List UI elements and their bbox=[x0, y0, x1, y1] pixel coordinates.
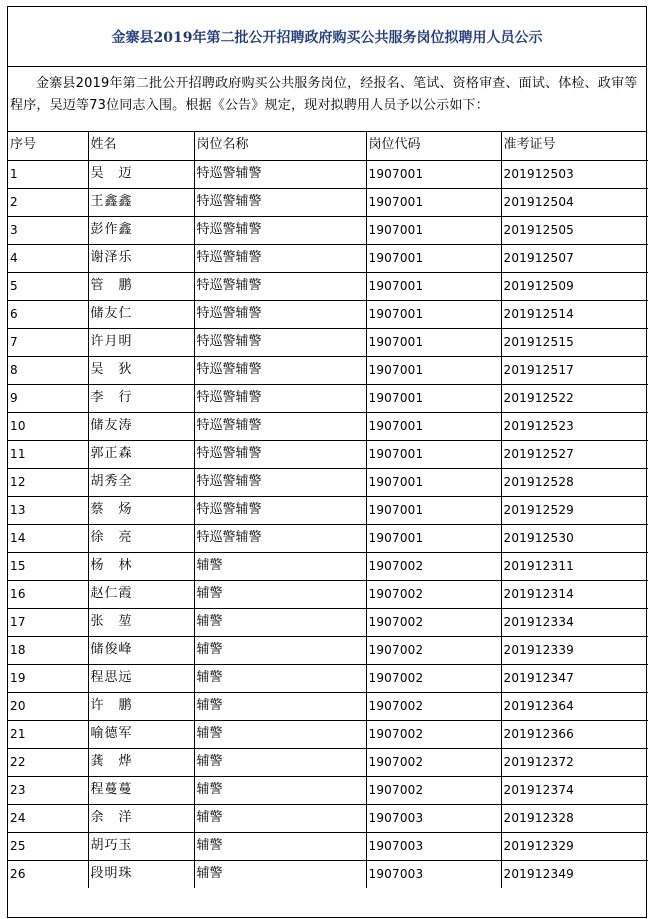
row-position-code: 1907001 bbox=[366, 412, 501, 440]
row-position-code: 1907001 bbox=[366, 188, 501, 216]
row-exam-number: 201912311 bbox=[501, 552, 648, 580]
table-row bbox=[8, 496, 648, 524]
row-position-name: 特巡警辅警 bbox=[194, 328, 366, 356]
row-position-code: 1907002 bbox=[366, 552, 501, 580]
row-index: 24 bbox=[8, 804, 88, 832]
row-index: 5 bbox=[8, 272, 88, 300]
intro-paragraph: 金寨县2019年第二批公开招聘政府购买公共服务岗位，经报名、笔试、资格审查、面试、体检、政审等程序，吴迈等73位同志入围。根据《公告》规定，现对拟聘用人员予以公示如下： bbox=[8, 67, 646, 132]
row-position-name: 辅警 bbox=[194, 580, 366, 608]
row-index: 6 bbox=[8, 300, 88, 328]
row-name: 赵仁霞 bbox=[88, 580, 194, 608]
row-index: 7 bbox=[8, 328, 88, 356]
table-row bbox=[8, 384, 648, 412]
row-index: 2 bbox=[8, 188, 88, 216]
row-position-name: 特巡警辅警 bbox=[194, 412, 366, 440]
row-exam-number: 201912507 bbox=[501, 244, 648, 272]
row-exam-number: 201912364 bbox=[501, 692, 648, 720]
row-position-name: 特巡警辅警 bbox=[194, 356, 366, 384]
row-exam-number: 201912527 bbox=[501, 440, 648, 468]
row-position-name: 特巡警辅警 bbox=[194, 188, 366, 216]
row-position-code: 1907002 bbox=[366, 748, 501, 776]
table-row bbox=[8, 636, 648, 664]
table-row bbox=[8, 720, 648, 748]
row-position-code: 1907002 bbox=[366, 776, 501, 804]
row-name: 程思远 bbox=[88, 664, 194, 692]
page-title: 金寨县2019年第二批公开招聘政府购买公共服务岗位拟聘用人员公示 bbox=[111, 29, 543, 46]
row-position-code: 1907001 bbox=[366, 244, 501, 272]
row-name: 程蔓蔓 bbox=[88, 776, 194, 804]
title-row bbox=[8, 7, 646, 67]
table-row bbox=[8, 580, 648, 608]
row-position-code: 1907001 bbox=[366, 328, 501, 356]
row-index: 18 bbox=[8, 636, 88, 664]
row-name: 储友涛 bbox=[88, 412, 194, 440]
table-row bbox=[8, 552, 648, 580]
row-exam-number: 201912372 bbox=[501, 748, 648, 776]
row-exam-number: 201912328 bbox=[501, 804, 648, 832]
row-index: 15 bbox=[8, 552, 88, 580]
row-position-name: 特巡警辅警 bbox=[194, 496, 366, 524]
row-exam-number: 201912515 bbox=[501, 328, 648, 356]
row-index: 17 bbox=[8, 608, 88, 636]
row-position-code: 1907001 bbox=[366, 160, 501, 188]
row-position-code: 1907002 bbox=[366, 664, 501, 692]
row-exam-number: 201912505 bbox=[501, 216, 648, 244]
row-name: 储俊峰 bbox=[88, 636, 194, 664]
row-position-name: 特巡警辅警 bbox=[194, 384, 366, 412]
row-position-name: 辅警 bbox=[194, 832, 366, 860]
row-position-code: 1907001 bbox=[366, 356, 501, 384]
table-row bbox=[8, 188, 648, 216]
table-row bbox=[8, 300, 648, 328]
table-row bbox=[8, 216, 648, 244]
candidate-table-body bbox=[8, 132, 648, 888]
table-row bbox=[8, 776, 648, 804]
row-index: 13 bbox=[8, 496, 88, 524]
row-name: 王鑫鑫 bbox=[88, 188, 194, 216]
row-name: 许月明 bbox=[88, 328, 194, 356]
row-name: 李 行 bbox=[88, 384, 194, 412]
row-exam-number: 201912522 bbox=[501, 384, 648, 412]
row-position-name: 辅警 bbox=[194, 608, 366, 636]
header-index: 序号 bbox=[8, 132, 88, 160]
row-name: 许 鹏 bbox=[88, 692, 194, 720]
header-exam-number: 准考证号 bbox=[501, 132, 648, 160]
row-position-name: 特巡警辅警 bbox=[194, 468, 366, 496]
row-position-code: 1907002 bbox=[366, 720, 501, 748]
table-row bbox=[8, 356, 648, 384]
row-name: 吴 狄 bbox=[88, 356, 194, 384]
row-name: 彭作鑫 bbox=[88, 216, 194, 244]
candidate-table bbox=[8, 132, 648, 888]
row-position-name: 辅警 bbox=[194, 748, 366, 776]
row-position-name: 辅警 bbox=[194, 804, 366, 832]
row-position-code: 1907001 bbox=[366, 384, 501, 412]
row-index: 19 bbox=[8, 664, 88, 692]
row-index: 16 bbox=[8, 580, 88, 608]
row-position-name: 特巡警辅警 bbox=[194, 244, 366, 272]
table-row bbox=[8, 748, 648, 776]
row-index: 25 bbox=[8, 832, 88, 860]
row-name: 储友仁 bbox=[88, 300, 194, 328]
row-index: 4 bbox=[8, 244, 88, 272]
row-position-name: 特巡警辅警 bbox=[194, 216, 366, 244]
row-position-code: 1907001 bbox=[366, 524, 501, 552]
table-row bbox=[8, 664, 648, 692]
row-index: 1 bbox=[8, 160, 88, 188]
row-name: 管 鹏 bbox=[88, 272, 194, 300]
table-row bbox=[8, 524, 648, 552]
row-exam-number: 201912530 bbox=[501, 524, 648, 552]
row-index: 26 bbox=[8, 860, 88, 888]
table-header-row bbox=[8, 132, 648, 160]
row-name: 张 堃 bbox=[88, 608, 194, 636]
table-row bbox=[8, 160, 648, 188]
row-position-name: 辅警 bbox=[194, 664, 366, 692]
row-name: 吴 迈 bbox=[88, 160, 194, 188]
row-index: 10 bbox=[8, 412, 88, 440]
row-index: 3 bbox=[8, 216, 88, 244]
header-position-code: 岗位代码 bbox=[366, 132, 501, 160]
row-position-code: 1907002 bbox=[366, 608, 501, 636]
row-exam-number: 201912504 bbox=[501, 188, 648, 216]
row-exam-number: 201912523 bbox=[501, 412, 648, 440]
row-exam-number: 201912529 bbox=[501, 496, 648, 524]
row-position-name: 特巡警辅警 bbox=[194, 160, 366, 188]
row-name: 郭正森 bbox=[88, 440, 194, 468]
row-index: 11 bbox=[8, 440, 88, 468]
row-index: 21 bbox=[8, 720, 88, 748]
row-exam-number: 201912374 bbox=[501, 776, 648, 804]
row-index: 14 bbox=[8, 524, 88, 552]
row-exam-number: 201912528 bbox=[501, 468, 648, 496]
row-exam-number: 201912334 bbox=[501, 608, 648, 636]
row-exam-number: 201912314 bbox=[501, 580, 648, 608]
table-row bbox=[8, 804, 648, 832]
row-exam-number: 201912514 bbox=[501, 300, 648, 328]
header-name: 姓名 bbox=[88, 132, 194, 160]
row-exam-number: 201912339 bbox=[501, 636, 648, 664]
row-position-code: 1907002 bbox=[366, 692, 501, 720]
table-row bbox=[8, 328, 648, 356]
row-name: 余 洋 bbox=[88, 804, 194, 832]
row-exam-number: 201912509 bbox=[501, 272, 648, 300]
row-position-name: 特巡警辅警 bbox=[194, 440, 366, 468]
row-index: 20 bbox=[8, 692, 88, 720]
row-position-name: 辅警 bbox=[194, 720, 366, 748]
header-position-name: 岗位名称 bbox=[194, 132, 366, 160]
row-exam-number: 201912347 bbox=[501, 664, 648, 692]
row-position-code: 1907003 bbox=[366, 860, 501, 888]
row-position-name: 特巡警辅警 bbox=[194, 300, 366, 328]
row-position-name: 辅警 bbox=[194, 552, 366, 580]
row-exam-number: 201912366 bbox=[501, 720, 648, 748]
row-name: 龚 烨 bbox=[88, 748, 194, 776]
row-exam-number: 201912517 bbox=[501, 356, 648, 384]
row-exam-number: 201912329 bbox=[501, 832, 648, 860]
row-position-code: 1907001 bbox=[366, 300, 501, 328]
row-position-name: 辅警 bbox=[194, 860, 366, 888]
table-row bbox=[8, 692, 648, 720]
row-position-name: 辅警 bbox=[194, 692, 366, 720]
table-row bbox=[8, 468, 648, 496]
table-row bbox=[8, 412, 648, 440]
row-name: 徐 亮 bbox=[88, 524, 194, 552]
row-position-code: 1907003 bbox=[366, 832, 501, 860]
notice-sheet bbox=[7, 6, 647, 918]
table-row bbox=[8, 440, 648, 468]
row-position-name: 辅警 bbox=[194, 776, 366, 804]
table-row bbox=[8, 608, 648, 636]
row-name: 喻德军 bbox=[88, 720, 194, 748]
row-position-code: 1907001 bbox=[366, 440, 501, 468]
table-row bbox=[8, 272, 648, 300]
row-position-code: 1907001 bbox=[366, 468, 501, 496]
row-position-code: 1907001 bbox=[366, 496, 501, 524]
row-index: 22 bbox=[8, 748, 88, 776]
row-index: 8 bbox=[8, 356, 88, 384]
row-index: 23 bbox=[8, 776, 88, 804]
row-name: 谢泽乐 bbox=[88, 244, 194, 272]
row-name: 胡巧玉 bbox=[88, 832, 194, 860]
row-name: 胡秀全 bbox=[88, 468, 194, 496]
row-position-code: 1907002 bbox=[366, 580, 501, 608]
row-name: 杨 林 bbox=[88, 552, 194, 580]
row-position-name: 特巡警辅警 bbox=[194, 524, 366, 552]
row-position-name: 辅警 bbox=[194, 636, 366, 664]
row-exam-number: 201912503 bbox=[501, 160, 648, 188]
row-position-code: 1907003 bbox=[366, 804, 501, 832]
row-position-name: 特巡警辅警 bbox=[194, 272, 366, 300]
row-index: 9 bbox=[8, 384, 88, 412]
row-name: 段明珠 bbox=[88, 860, 194, 888]
table-row bbox=[8, 860, 648, 888]
row-position-code: 1907001 bbox=[366, 216, 501, 244]
row-index: 12 bbox=[8, 468, 88, 496]
row-position-code: 1907002 bbox=[366, 636, 501, 664]
table-row bbox=[8, 244, 648, 272]
row-name: 蔡 炀 bbox=[88, 496, 194, 524]
table-row bbox=[8, 832, 648, 860]
row-exam-number: 201912349 bbox=[501, 860, 648, 888]
row-position-code: 1907001 bbox=[366, 272, 501, 300]
